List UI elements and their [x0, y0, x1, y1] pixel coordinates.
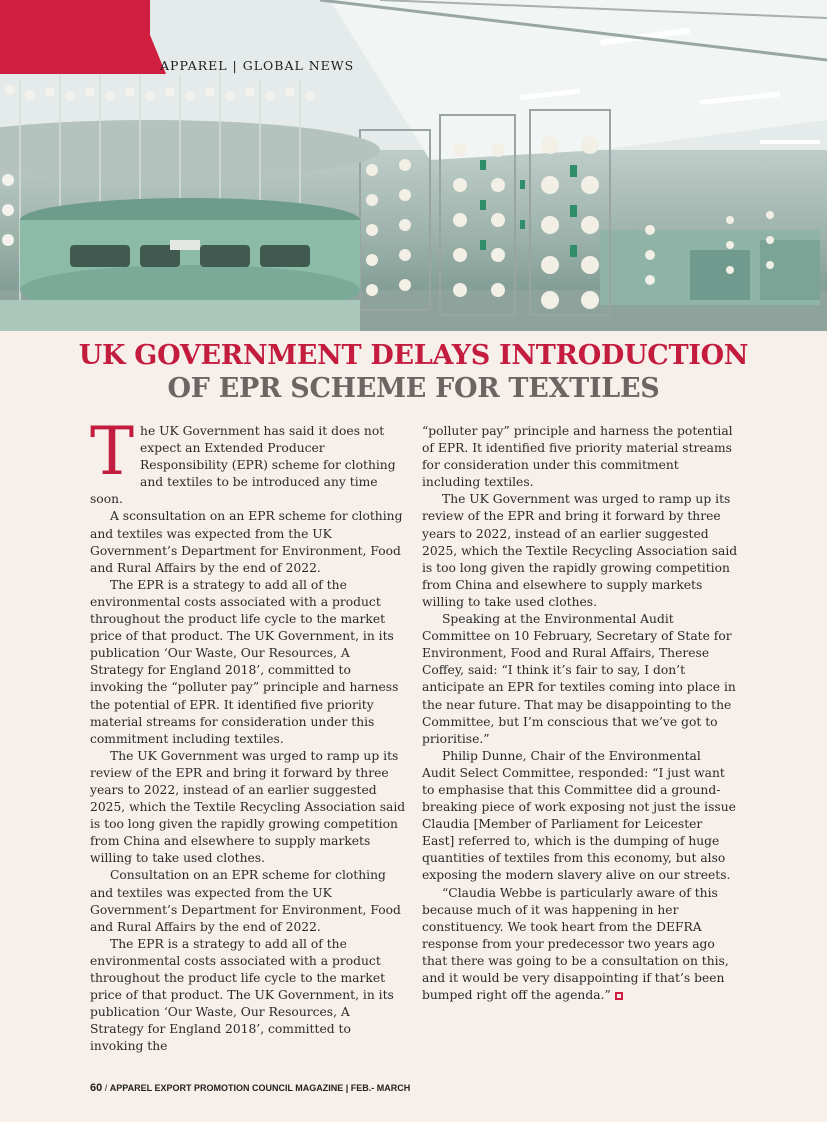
title-line-1: UK GOVERNMENT DELAYS INTRODUCTION [78, 340, 749, 371]
apparel-logo-icon [78, 0, 168, 76]
paragraph: Consultation on an EPR scheme for clothing and textiles was expected from the UK Government’s Department for Environment, Food and Rural Affairs by the end of 2022. [90, 868, 401, 934]
paragraph: The UK Government was urged to ramp up its review of the EPR and bring it forward by three years to 2022, instead of an earlier suggested 2025, which the Textile Recycling Association said is too long given the rapidly growing competition from China and elsewhere to supply markets willing to take used clothes. [422, 492, 738, 609]
paragraph: Speaking at the Environmental Audit Committee on 10 February, Secretary of State for Environment, Food and Rural Affairs, Therese Coffey, said: “I think it’s fair to say, I don’t anticipate an EPR for textiles coming into place in the near future. That may be disappointing to the Committee, but I’m conscious that we’ve got to prioritise.” [422, 612, 736, 746]
paragraph: The EPR is a strategy to add all of the environmental costs associated with a product throughout the product life cycle to the market price of that product. The UK Government, in its publication ‘Our Waste, Our Resources, A Strategy for England 2018’, committed to invoking the “polluter pay” principle and harness the potential of EPR. It identified five priority material streams for consideration under this commitment including textiles. [90, 577, 399, 746]
title-line-2: OF EPR SCHEME FOR TEXTILES [167, 373, 660, 404]
paragraph: The UK Government was urged to ramp up its review of the EPR and bring it forward by three years to 2022, instead of an earlier suggested 2025, which the Textile Recycling Association said is too long given the rapidly growing competition from China and elsewhere to supply markets willing to take used clothes. [90, 748, 406, 866]
paragraph: The EPR is a strategy to add all of the environmental costs associated with a product throughout the product life cycle to the market price of that product. The UK Government, in its publication ‘Our Waste, Our Resources, A Strategy for England 2018’, committed to invoking the [90, 936, 394, 1054]
section-label: APPAREL | GLOBAL NEWS [160, 58, 355, 73]
page-number: 60 [90, 1082, 103, 1094]
end-of-article-icon [615, 992, 623, 1000]
article-title [0, 340, 827, 406]
drop-cap: T [90, 413, 135, 490]
article-column-left [90, 413, 406, 1055]
paragraph: A sconsultation on an EPR scheme for clothing and textiles was expected from the UK Government’s Department for Environment, Food and Rural Affairs by the end of 2022. [90, 509, 403, 575]
magazine-name: APPAREL EXPORT PROMOTION COUNCIL MAGAZINE | FEB.- MARCH [109, 1083, 411, 1093]
paragraph: “polluter pay” principle and harness the potential of EPR. It identified five priority material streams for consideration under this commitment including textiles. [422, 424, 733, 490]
paragraph: Philip Dunne, Chair of the Environmental Audit Select Committee, responded: “I just want to emphasise that this Committee did a ground-breaking piece of work exposing not just the issue Claudia [Member of Parliament for Leicester East] referred to, which is the dumping of huge quantities of textiles from this economy, but also exposing the modern slavery alive on our streets. [422, 748, 736, 883]
page-footer [90, 1082, 410, 1094]
paragraph: “Claudia Webbe is particularly aware of this because much of it was happening in her constituency. We took heart from the DEFRA response from your predecessor two years ago that there was going to be a consultation on this, and it would be very disappointing if that’s been bumped right off the agenda.” [422, 885, 729, 1003]
article-column-right [422, 423, 738, 1004]
footer-separator: / [102, 1083, 110, 1093]
paragraph: The UK Government has said it does not expect an Extended Producer Responsibility (EPR) scheme for clothing and textiles to be introduced any time soon. [90, 413, 396, 507]
